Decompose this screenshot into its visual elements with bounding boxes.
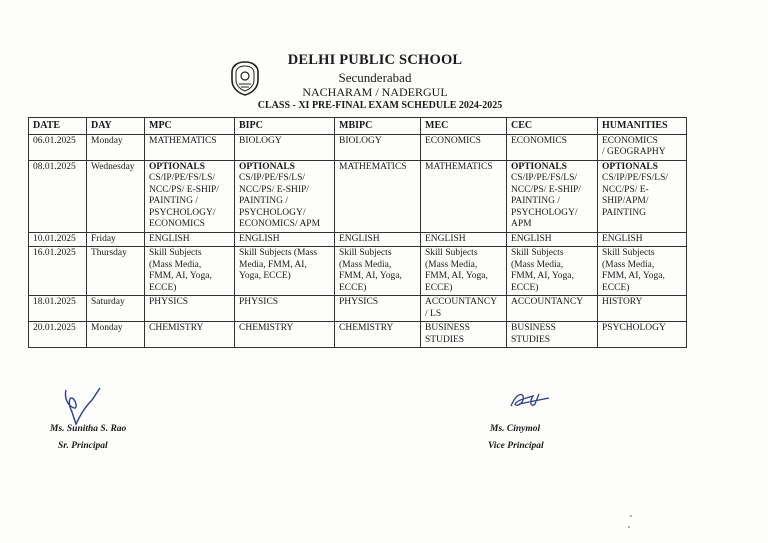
subject-cell: [145, 134, 235, 160]
date-cell: 08.01.2025: [29, 160, 87, 232]
subject-line: CS/IP/PE/FS/LS/: [239, 173, 306, 183]
principal-name: Ms. Sunitha S. Rao: [50, 424, 127, 434]
subject-cell: [335, 296, 421, 322]
subject-cell: [421, 247, 507, 296]
subject-line: NCC/PS/ E-SHIP/: [511, 184, 581, 195]
subject-line: FMM, AI, Yoga,: [511, 271, 574, 281]
principal-signature-icon: [58, 384, 118, 428]
subject-cell: [145, 232, 235, 247]
subject-cell: [598, 322, 687, 348]
subject-line: ENGLISH: [239, 233, 280, 244]
subject-cell: [335, 134, 421, 160]
vice-principal-name: Ms. Cinymol: [490, 424, 541, 434]
subject-line: NCC/PS/ E-: [602, 184, 649, 195]
subject-line: (Mass Media,: [339, 259, 392, 270]
subject-line: ECCE): [511, 282, 539, 293]
subject-line: NCC/PS/ E-SHIP/: [149, 184, 219, 195]
subject-cell: [235, 160, 335, 232]
subject-cell: [145, 160, 235, 232]
exam-schedule-table: [28, 117, 687, 348]
table-row: [29, 134, 687, 160]
subject-cell: [507, 296, 598, 322]
table-row: [29, 296, 687, 322]
subject-line: STUDIES: [511, 334, 551, 345]
subject-cell: [598, 160, 687, 232]
column-header-mpc: MPC: [145, 118, 235, 135]
subject-cell: [235, 322, 335, 348]
subject-line: Skill Subjects: [339, 248, 392, 258]
subject-line: ENGLISH: [339, 233, 380, 244]
subject-line: CHEMISTRY: [339, 323, 394, 333]
school-city: Secunderabad: [338, 70, 412, 85]
scan-speck: [628, 526, 630, 528]
column-header-day: DAY: [87, 118, 145, 135]
subject-cell: [235, 296, 335, 322]
subject-line: MATHEMATICS: [149, 135, 217, 146]
subject-line: ECCE): [602, 282, 630, 293]
column-header-humanities: HUMANITIES: [598, 118, 687, 135]
subject-line: Media, FMM, AI,: [239, 259, 307, 270]
subject-line: OPTIONALS: [602, 161, 658, 172]
subject-cell: [335, 232, 421, 247]
subject-cell: [507, 160, 598, 232]
table-row: [29, 322, 687, 348]
subject-line: PAINTING /: [511, 196, 560, 206]
subject-line: FMM, AI, Yoga,: [425, 271, 488, 281]
day-cell: Saturday: [87, 296, 145, 322]
subject-line: ECONOMICS/ APM: [239, 219, 321, 229]
subject-line: PHYSICS: [339, 297, 379, 307]
subject-line: FMM, AI, Yoga,: [602, 271, 665, 281]
column-header-cec: CEC: [507, 118, 598, 135]
subject-line: STUDIES: [425, 334, 465, 345]
subject-line: (Mass Media,: [149, 259, 202, 270]
subject-line: SHIP/APM/: [602, 196, 649, 206]
subject-cell: [421, 322, 507, 348]
subject-line: NCC/PS/ E-SHIP/: [239, 184, 309, 195]
subject-line: BIOLOGY: [239, 135, 282, 146]
school-name: DELHI PUBLIC SCHOOL: [287, 52, 463, 68]
subject-cell: [598, 232, 687, 247]
table-header-row: [29, 118, 687, 135]
subject-line: Skill Subjects: [511, 248, 564, 258]
subject-line: ECONOMICS: [425, 135, 481, 146]
column-header-bipc: BIPC: [235, 118, 335, 135]
column-header-mbipc: MBIPC: [335, 118, 421, 135]
subject-line: PSYCHOLOGY: [602, 323, 666, 333]
subject-line: PHYSICS: [149, 297, 189, 307]
table-row: [29, 160, 687, 232]
subject-line: ENGLISH: [149, 233, 190, 244]
subject-line: PSYCHOLOGY/: [511, 207, 578, 218]
subject-cell: [598, 134, 687, 160]
subject-cell: [507, 322, 598, 348]
subject-line: PAINTING /: [149, 196, 198, 206]
subject-cell: [235, 134, 335, 160]
scan-speck: [630, 515, 632, 517]
subject-line: PHYSICS: [239, 297, 279, 307]
subject-line: MATHEMATICS: [425, 161, 493, 172]
subject-line: OPTIONALS: [239, 161, 295, 172]
subject-line: / LS: [425, 308, 442, 319]
vice-principal-signature-icon: [505, 386, 553, 414]
subject-line: PSYCHOLOGY/: [239, 207, 306, 218]
subject-cell: [507, 232, 598, 247]
subject-cell: [598, 247, 687, 296]
subject-line: ECCE): [339, 282, 367, 293]
subject-cell: [145, 296, 235, 322]
column-header-date: DATE: [29, 118, 87, 135]
subject-line: Skill Subjects: [149, 248, 202, 258]
vice-principal-title: Vice Principal: [488, 441, 544, 451]
subject-cell: [145, 322, 235, 348]
subject-line: Skill Subjects: [425, 248, 478, 258]
date-cell: 06.01.2025: [29, 134, 87, 160]
subject-cell: [421, 232, 507, 247]
subject-line: PSYCHOLOGY/: [149, 207, 216, 218]
table-row: [29, 232, 687, 247]
subject-cell: [335, 247, 421, 296]
subject-line: ECONOMICS: [511, 135, 567, 146]
subject-line: ACCOUNTANCY: [425, 297, 498, 307]
subject-line: Skill Subjects: [602, 248, 655, 258]
subject-line: ACCOUNTANCY: [511, 297, 584, 307]
subject-line: HISTORY: [602, 297, 643, 307]
column-header-mec: MEC: [421, 118, 507, 135]
subject-line: ECCE): [425, 282, 453, 293]
subject-cell: [507, 134, 598, 160]
subject-line: CS/IP/PE/FS/LS/: [602, 173, 669, 183]
subject-line: ECONOMICS: [149, 219, 205, 229]
subject-line: CHEMISTRY: [149, 323, 204, 333]
subject-cell: [507, 247, 598, 296]
day-cell: Monday: [87, 134, 145, 160]
date-cell: 10.01.2025: [29, 232, 87, 247]
subject-cell: [235, 247, 335, 296]
school-crest-icon: [228, 60, 262, 96]
subject-line: (Mass Media,: [602, 259, 655, 270]
subject-line: / GEOGRAPHY: [602, 147, 666, 157]
subject-line: (Mass Media,: [511, 259, 564, 270]
subject-cell: [145, 247, 235, 296]
day-cell: Monday: [87, 322, 145, 348]
subject-cell: [335, 160, 421, 232]
subject-line: OPTIONALS: [149, 161, 205, 172]
date-cell: 16.01.2025: [29, 247, 87, 296]
subject-line: BIOLOGY: [339, 135, 382, 146]
subject-line: Skill Subjects (Mass: [239, 248, 318, 258]
date-cell: 20.01.2025: [29, 322, 87, 348]
subject-line: ECONOMICS: [602, 135, 658, 146]
subject-line: (Mass Media,: [425, 259, 478, 270]
subject-line: PAINTING: [602, 207, 646, 218]
subject-cell: [421, 160, 507, 232]
subject-cell: [598, 296, 687, 322]
document-header: [0, 52, 768, 112]
subject-line: ENGLISH: [602, 233, 643, 244]
subject-line: BUSINESS: [425, 323, 470, 333]
subject-line: MATHEMATICS: [339, 161, 407, 172]
subject-line: PAINTING /: [239, 196, 288, 206]
subject-line: APM: [511, 219, 532, 229]
subject-line: FMM, AI, Yoga,: [149, 271, 212, 281]
subject-line: Yoga, ECCE): [239, 271, 291, 281]
day-cell: Friday: [87, 232, 145, 247]
subject-line: CS/IP/PE/FS/LS/: [149, 173, 216, 183]
school-area: NACHARAM / NADERGUL: [302, 85, 448, 99]
subject-line: FMM, AI, Yoga,: [339, 271, 402, 281]
subject-line: CS/IP/PE/FS/LS/: [511, 173, 578, 183]
subject-cell: [335, 322, 421, 348]
day-cell: Wednesday: [87, 160, 145, 232]
table-row: [29, 247, 687, 296]
subject-cell: [421, 134, 507, 160]
day-cell: Thursday: [87, 247, 145, 296]
subject-line: ECCE): [149, 282, 177, 293]
subject-line: OPTIONALS: [511, 161, 567, 172]
principal-title: Sr. Principal: [58, 441, 108, 451]
subject-line: CHEMISTRY: [239, 323, 294, 333]
date-cell: 18.01.2025: [29, 296, 87, 322]
subject-line: ENGLISH: [425, 233, 466, 244]
subject-line: ENGLISH: [511, 233, 552, 244]
subject-line: BUSINESS: [511, 323, 556, 333]
subject-cell: [421, 296, 507, 322]
exam-title: CLASS - XI PRE-FINAL EXAM SCHEDULE 2024-2025: [257, 100, 503, 111]
subject-cell: [235, 232, 335, 247]
